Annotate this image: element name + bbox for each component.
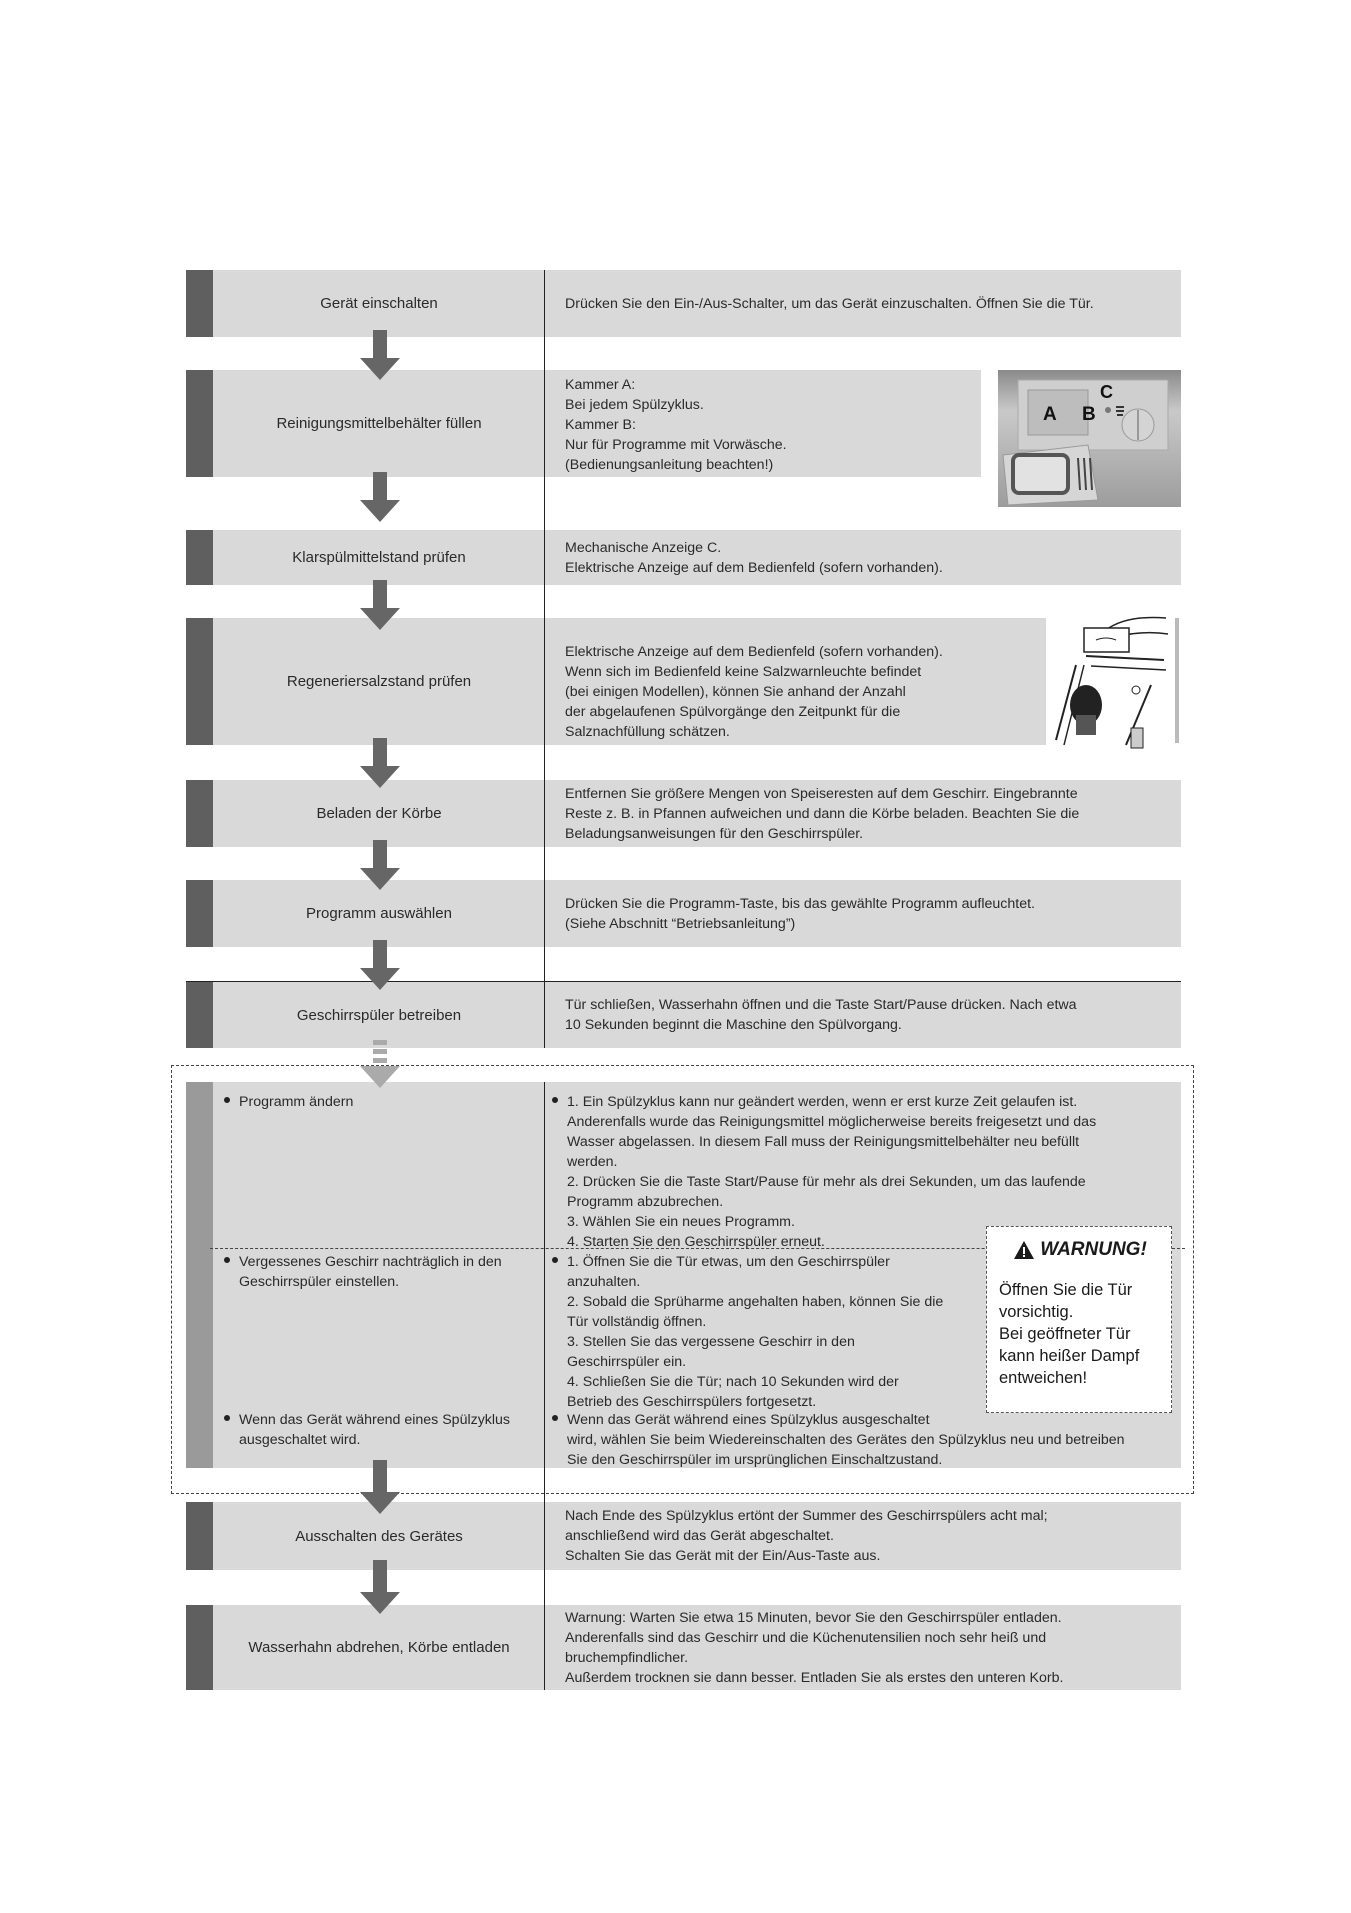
- warning-text: [999, 1279, 1161, 1389]
- desc-line: Anderenfalls wurde das Reinigungsmittel möglicherweise bereits freigesetzt und das: [567, 1114, 1097, 1130]
- arrow-down-icon: [360, 472, 400, 524]
- desc-line: Schalten Sie das Gerät mit der Ein/Aus-Taste aus.: [565, 1548, 881, 1564]
- column-divider: [544, 1468, 545, 1690]
- warning-line: Bei geöffneter Tür: [999, 1325, 1131, 1343]
- desc-line: anschließend wird das Gerät abgeschaltet.: [565, 1528, 834, 1544]
- arrow-down-icon: [360, 940, 400, 992]
- warning-line: kann heißer Dampf: [999, 1347, 1140, 1365]
- case-forgotten-dishes-steps: [552, 1252, 992, 1412]
- case-change-program-title: [224, 1092, 544, 1112]
- desc-line: Beladungsanweisungen für den Geschirrspüler.: [565, 825, 864, 842]
- step-marker: [186, 1605, 213, 1690]
- desc-line: Wasser abgelassen. In diesem Fall muss der Reinigungsmittelbehälter neu befüllt: [567, 1134, 1080, 1150]
- desc-line: Tür schließen, Wasserhahn öffnen und die Taste Start/Pause drücken. Nach etwa: [565, 997, 1077, 1013]
- arrow-down-icon: [360, 840, 400, 892]
- step-marker: [186, 982, 213, 1048]
- warning-line: Öffnen Sie die Tür: [999, 1281, 1133, 1299]
- desc-line: Bei jedem Spülzyklus.: [565, 397, 704, 413]
- desc-line: Kammer B:: [565, 417, 636, 433]
- step-marker: [186, 370, 213, 477]
- warning-box: [986, 1226, 1172, 1413]
- desc-line: Geschirrspüler ein.: [567, 1354, 687, 1370]
- desc-line: Programm abzubrechen.: [567, 1194, 724, 1210]
- arrow-down-icon: [360, 330, 400, 382]
- bullet-icon: [552, 1257, 558, 1263]
- desc-line: Kammer A:: [565, 377, 636, 393]
- step-label: Klarspülmittelstand prüfen: [292, 549, 466, 566]
- step-load-baskets: [186, 780, 1181, 847]
- desc-line: 4. Schließen Sie die Tür; nach 10 Sekunden wird der: [567, 1374, 899, 1390]
- desc-line: Elektrische Anzeige auf dem Bedienfeld (sofern vorhanden).: [565, 643, 943, 660]
- salt-refill-illustration: [1046, 610, 1181, 750]
- desc-line: Salznachfüllung schätzen.: [565, 723, 730, 740]
- desc-line: Drücken Sie den Ein-/Aus-Schalter, um das Gerät einzuschalten. Öffnen Sie die Tür.: [565, 295, 1094, 312]
- warning-line: entweichen!: [999, 1369, 1088, 1387]
- warning-title-text: WARNUNG!: [1040, 1239, 1147, 1260]
- step-description: [565, 530, 1161, 585]
- section-marker: [186, 1082, 213, 1468]
- desc-line: 4. Starten Sie den Geschirrspüler erneut.: [567, 1234, 825, 1250]
- connector-dash: [373, 1040, 387, 1045]
- desc-line: Entfernen Sie größere Mengen von Speiseresten auf dem Geschirr. Eingebrannte: [565, 785, 1078, 802]
- connector-dash: [373, 1049, 387, 1054]
- desc-line: Nur für Programme mit Vorwäsche.: [565, 437, 787, 453]
- step-switch-off: [186, 1502, 1181, 1570]
- arrow-down-icon: [360, 580, 400, 632]
- detergent-dispenser-photo: [998, 370, 1181, 507]
- arrow-down-icon: [360, 1066, 400, 1088]
- bullet-icon: [552, 1415, 558, 1421]
- desc-line: werden.: [567, 1154, 618, 1170]
- step-description: [565, 1502, 1161, 1570]
- step-run-dishwasher: [186, 982, 1181, 1048]
- step-unload: [186, 1605, 1181, 1690]
- step-label: Regeneriersalzstand prüfen: [286, 673, 472, 690]
- desc-line: 2. Drücken Sie die Taste Start/Pause für mehr als drei Sekunden, um das laufende: [567, 1174, 1086, 1190]
- desc-line: 3. Wählen Sie ein neues Programm.: [567, 1214, 795, 1230]
- step-fill-detergent: [186, 370, 981, 477]
- step-marker: [186, 880, 213, 947]
- salt-refill-drawing: [1046, 610, 1181, 750]
- desc-line: der abgelaufenen Spülvorgänge den Zeitpunkt für die: [565, 703, 901, 720]
- warning-line: vorsichtig.: [999, 1303, 1074, 1321]
- dispenser-illustration: [998, 370, 1181, 507]
- desc-line: Mechanische Anzeige C.: [565, 539, 722, 556]
- step-marker: [186, 530, 213, 585]
- desc-line: Elektrische Anzeige auf dem Bedienfeld (sofern vorhanden).: [565, 559, 943, 576]
- case-title-text: Wenn das Gerät während eines Spülzyklus: [239, 1412, 511, 1428]
- desc-line: Betrieb des Geschirrspülers fortgesetzt.: [567, 1394, 817, 1410]
- step-label: Programm auswählen: [306, 905, 452, 922]
- case-title-text: Geschirrspüler einstellen.: [239, 1274, 400, 1290]
- desc-line: 2. Sobald die Sprüharme angehalten haben, können Sie die: [567, 1294, 944, 1310]
- bullet-icon: [224, 1097, 230, 1103]
- desc-line: Außerdem trocknen sie dann besser. Entladen Sie als erstes den unteren Korb.: [565, 1669, 1064, 1686]
- warning-title: [999, 1239, 1161, 1261]
- column-divider: [544, 1082, 545, 1468]
- desc-line: Warnung: Warten Sie etwa 15 Minuten, bevor Sie den Geschirrspüler entladen.: [565, 1609, 1062, 1626]
- desc-line: Sie den Geschirrspüler im ursprünglichen Einschaltzustand.: [567, 1452, 943, 1468]
- arrow-down-icon: [360, 1560, 400, 1616]
- desc-line: (Siehe Abschnitt “Betriebsanleitung”): [565, 915, 796, 932]
- step-description: [565, 982, 1161, 1048]
- step-select-program: [186, 880, 1181, 947]
- desc-line: 1. Ein Spülzyklus kann nur geändert werden, wenn er erst kurze Zeit gelaufen ist.: [567, 1094, 1078, 1110]
- step-power-on: [186, 270, 1181, 337]
- connector-dash: [373, 1058, 387, 1063]
- desc-line: (Bedienungsanleitung beachten!): [565, 457, 774, 473]
- step-marker: [186, 270, 213, 337]
- case-power-off-title: [224, 1410, 544, 1450]
- step-label: Geschirrspüler betreiben: [296, 1006, 462, 1024]
- step-description: [565, 618, 1026, 745]
- step-description: [565, 270, 1161, 337]
- step-label: Wasserhahn abdrehen, Körbe entladen: [248, 1639, 510, 1656]
- step-marker: [186, 780, 213, 847]
- desc-line: Drücken Sie die Programm-Taste, bis das gewählte Programm aufleuchtet.: [565, 895, 1035, 912]
- desc-line: Reste z. B. in Pfannen aufweichen und dann die Körbe beladen. Beachten Sie die: [565, 805, 1080, 822]
- step-label: Gerät einschalten: [320, 295, 438, 312]
- step-marker: [186, 1502, 213, 1570]
- arrow-down-icon: [360, 1460, 400, 1516]
- case-title-text: Vergessenes Geschirr nachträglich in den: [239, 1254, 502, 1270]
- case-title-text: ausgeschaltet wird.: [239, 1432, 361, 1448]
- desc-line: Wenn das Gerät während eines Spülzyklus ausgeschaltet: [567, 1412, 930, 1428]
- warning-triangle-icon: [1013, 1240, 1035, 1260]
- step-description: [565, 780, 1161, 847]
- desc-line: 10 Sekunden beginnt die Maschine den Spülvorgang.: [565, 1017, 902, 1033]
- label-b: B: [1082, 404, 1096, 425]
- step-label: Ausschalten des Gerätes: [295, 1527, 463, 1545]
- label-a: A: [1043, 404, 1057, 425]
- case-title-text: Programm ändern: [239, 1094, 354, 1110]
- desc-line: Wenn sich im Bedienfeld keine Salzwarnleuchte befindet: [565, 663, 922, 680]
- case-forgotten-dishes-title: [224, 1252, 544, 1292]
- desc-line: Tür vollständig öffnen.: [567, 1314, 707, 1330]
- image-cutout: [981, 507, 1181, 530]
- desc-line: Nach Ende des Spülzyklus ertönt der Summer des Geschirrspülers acht mal;: [565, 1508, 1048, 1524]
- bullet-icon: [224, 1257, 230, 1263]
- bullet-icon: [552, 1097, 558, 1103]
- desc-line: bruchempfindlicher.: [565, 1649, 689, 1666]
- desc-line: (bei einigen Modellen), können Sie anhand der Anzahl: [565, 683, 906, 700]
- arrow-down-icon: [360, 738, 400, 790]
- case-power-off-steps: [552, 1410, 1182, 1470]
- step-check-rinse-aid: [186, 530, 1181, 585]
- desc-line: wird, wählen Sie beim Wiedereinschalten des Gerätes den Spülzyklus neu und betreiben: [567, 1432, 1125, 1448]
- step-description: [565, 1605, 1161, 1690]
- step-description: [565, 370, 961, 477]
- bullet-icon: [224, 1415, 230, 1421]
- label-c: C: [1100, 382, 1113, 402]
- desc-line: anzuhalten.: [567, 1274, 641, 1290]
- step-label: Beladen der Körbe: [316, 805, 442, 822]
- step-description: [565, 880, 1161, 947]
- step-check-salt: [186, 618, 1046, 745]
- step-label: Reinigungsmittelbehälter füllen: [276, 415, 482, 432]
- desc-line: 3. Stellen Sie das vergessene Geschirr in den: [567, 1334, 855, 1350]
- desc-line: Anderenfalls sind das Geschirr und die Küchenutensilien noch sehr heiß und: [565, 1629, 1047, 1646]
- step-marker: [186, 618, 213, 745]
- desc-line: 1. Öffnen Sie die Tür etwas, um den Geschirrspüler: [567, 1254, 890, 1270]
- column-divider: [544, 270, 545, 1048]
